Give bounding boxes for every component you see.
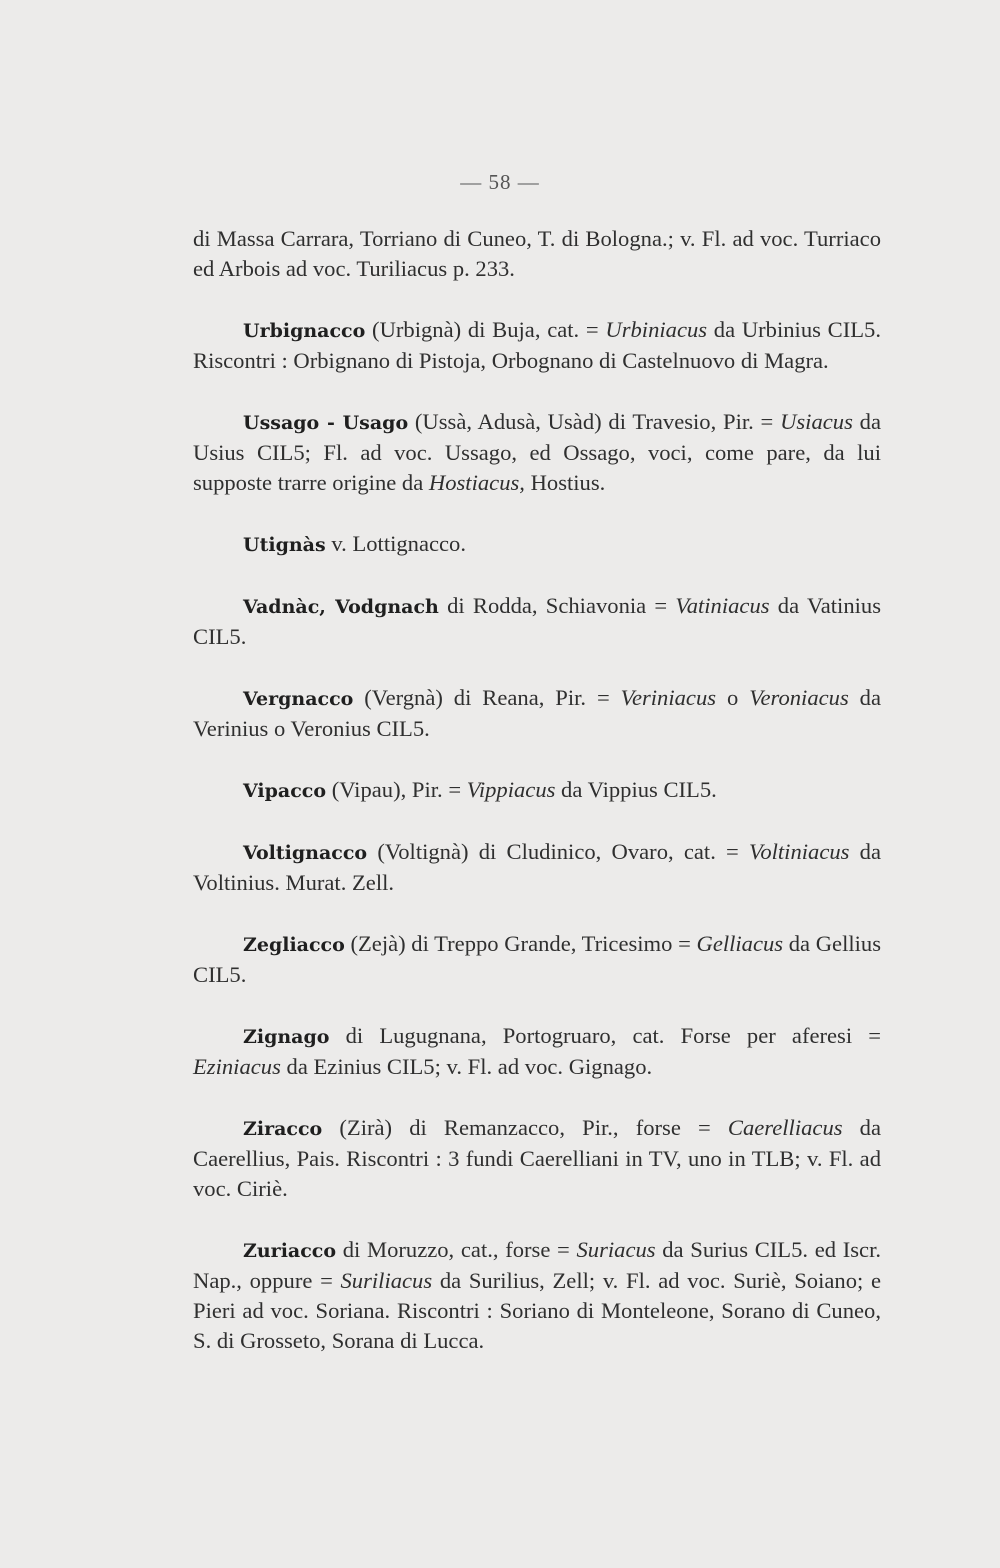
latin-form: Eziniacus	[193, 1054, 281, 1079]
entry-text: da Urbinius CIL5. Riscontri : Orbignano di Pistoja, Orbognano di Castelnuovo di Magra.	[193, 317, 881, 373]
entry-text: da Vippius CIL5.	[555, 777, 717, 802]
entry-text: da Surius CIL5. ed Iscr. Nap., oppure =	[193, 1237, 881, 1293]
entry-text: da Surilius, Zell; v. Fl. ad voc. Suriè, Soiano; e Pieri ad voc. Soriana. Riscontri : Soriano di Monteleone, Sorano di Cuneo, S. di Grosseto, Sorana di Lucca.	[193, 1268, 881, 1353]
entry-headword: Vipacco	[243, 780, 327, 802]
entry-headword: Zignago	[243, 1026, 330, 1048]
entry-text: di Massa Carrara, Torriano di Cuneo, T. di Bologna.; v. Fl. ad voc. Turriaco ed Arbois ad voc. Turiliacus p. 233.	[193, 226, 881, 281]
entry-text: (Vipau), Pir. =	[326, 777, 467, 802]
latin-form: Vatiniacus	[675, 593, 770, 618]
entry-headword: Voltignacco	[243, 842, 368, 864]
entry-text: (Urbignà) di Buja, cat. =	[365, 317, 606, 342]
entry-text: di Rodda, Schiavonia =	[438, 593, 676, 618]
dictionary-entry	[193, 407, 881, 498]
entry-headword: Ziracco	[243, 1118, 323, 1140]
latin-form: Hostiacus,	[428, 470, 525, 495]
entry-headword: Urbignacco	[243, 320, 366, 342]
dictionary-text	[193, 224, 881, 1387]
entry-continuation	[193, 224, 881, 284]
entry-text: da Usius CIL5; Fl. ad voc. Ussago, ed Ossago, voci, come pare, da lui supposte trarre origine da	[193, 409, 881, 495]
dictionary-entry	[193, 315, 881, 376]
latin-form: Voltiniacus	[749, 839, 850, 864]
dictionary-entry	[193, 1021, 881, 1082]
entry-text: (Ussà, Adusà, Usàd) di Travesio, Pir. =	[408, 409, 781, 434]
entry-text: da Caerellius, Pais. Riscontri : 3 fundi Caerelliani in TV, uno in TLB; v. Fl. ad voc. Ciriè.	[193, 1115, 882, 1201]
entry-text: o	[716, 685, 750, 710]
page-number: — 58 —	[460, 170, 540, 194]
entry-text: di Lugugnana, Portogruaro, cat. Forse per aferesi =	[329, 1023, 881, 1048]
dictionary-entry	[193, 929, 881, 990]
entry-headword: Vadnàc, Vodgnach	[243, 596, 439, 618]
entry-headword: Utignàs	[243, 534, 326, 556]
dictionary-entry	[193, 683, 881, 744]
dictionary-entry	[193, 775, 881, 806]
latin-form: Veroniacus	[749, 685, 849, 710]
dictionary-entry	[193, 837, 881, 898]
latin-form: Caerelliacus	[727, 1115, 843, 1140]
entry-text: da Gellius CIL5.	[193, 931, 881, 987]
entry-text: Hostius.	[524, 470, 606, 495]
entry-text: (Voltignà) di Cludinico, Ovaro, cat. =	[367, 839, 750, 864]
entry-text: di Moruzzo, cat., forse =	[336, 1237, 577, 1262]
entry-text: (Zejà) di Treppo Grande, Tricesimo =	[344, 931, 697, 956]
dictionary-entry	[193, 1235, 881, 1356]
latin-form: Gelliacus	[696, 931, 784, 956]
dictionary-entry	[193, 1113, 881, 1204]
dictionary-entry	[193, 591, 881, 652]
latin-form: Vippiacus	[466, 777, 556, 802]
entry-text: da Ezinius CIL5; v. Fl. ad voc. Gignago.	[280, 1054, 653, 1079]
latin-form: Suriacus	[576, 1237, 656, 1262]
entry-text: (Zirà) di Remanzacco, Pir., forse =	[322, 1115, 728, 1140]
entry-headword: Vergnacco	[243, 688, 354, 710]
entry-text: da Verinius o Veronius CIL5.	[193, 685, 882, 741]
latin-form: Suriliacus	[340, 1268, 433, 1293]
entry-text: v. Lottignacco.	[325, 531, 466, 556]
latin-form: Usiacus	[780, 409, 853, 434]
entry-text: da Vatinius CIL5.	[193, 593, 881, 649]
entry-text: da Voltinius. Murat. Zell.	[193, 839, 881, 895]
entry-headword: Zuriacco	[243, 1240, 337, 1262]
entry-headword: Zegliacco	[243, 934, 345, 956]
latin-form: Veriniacus	[620, 685, 717, 710]
entry-headword: Ussago - Usago	[243, 412, 409, 434]
entry-text: (Vergnà) di Reana, Pir. =	[353, 685, 621, 710]
latin-form: Urbiniacus	[605, 317, 708, 342]
dictionary-entry	[193, 529, 881, 560]
